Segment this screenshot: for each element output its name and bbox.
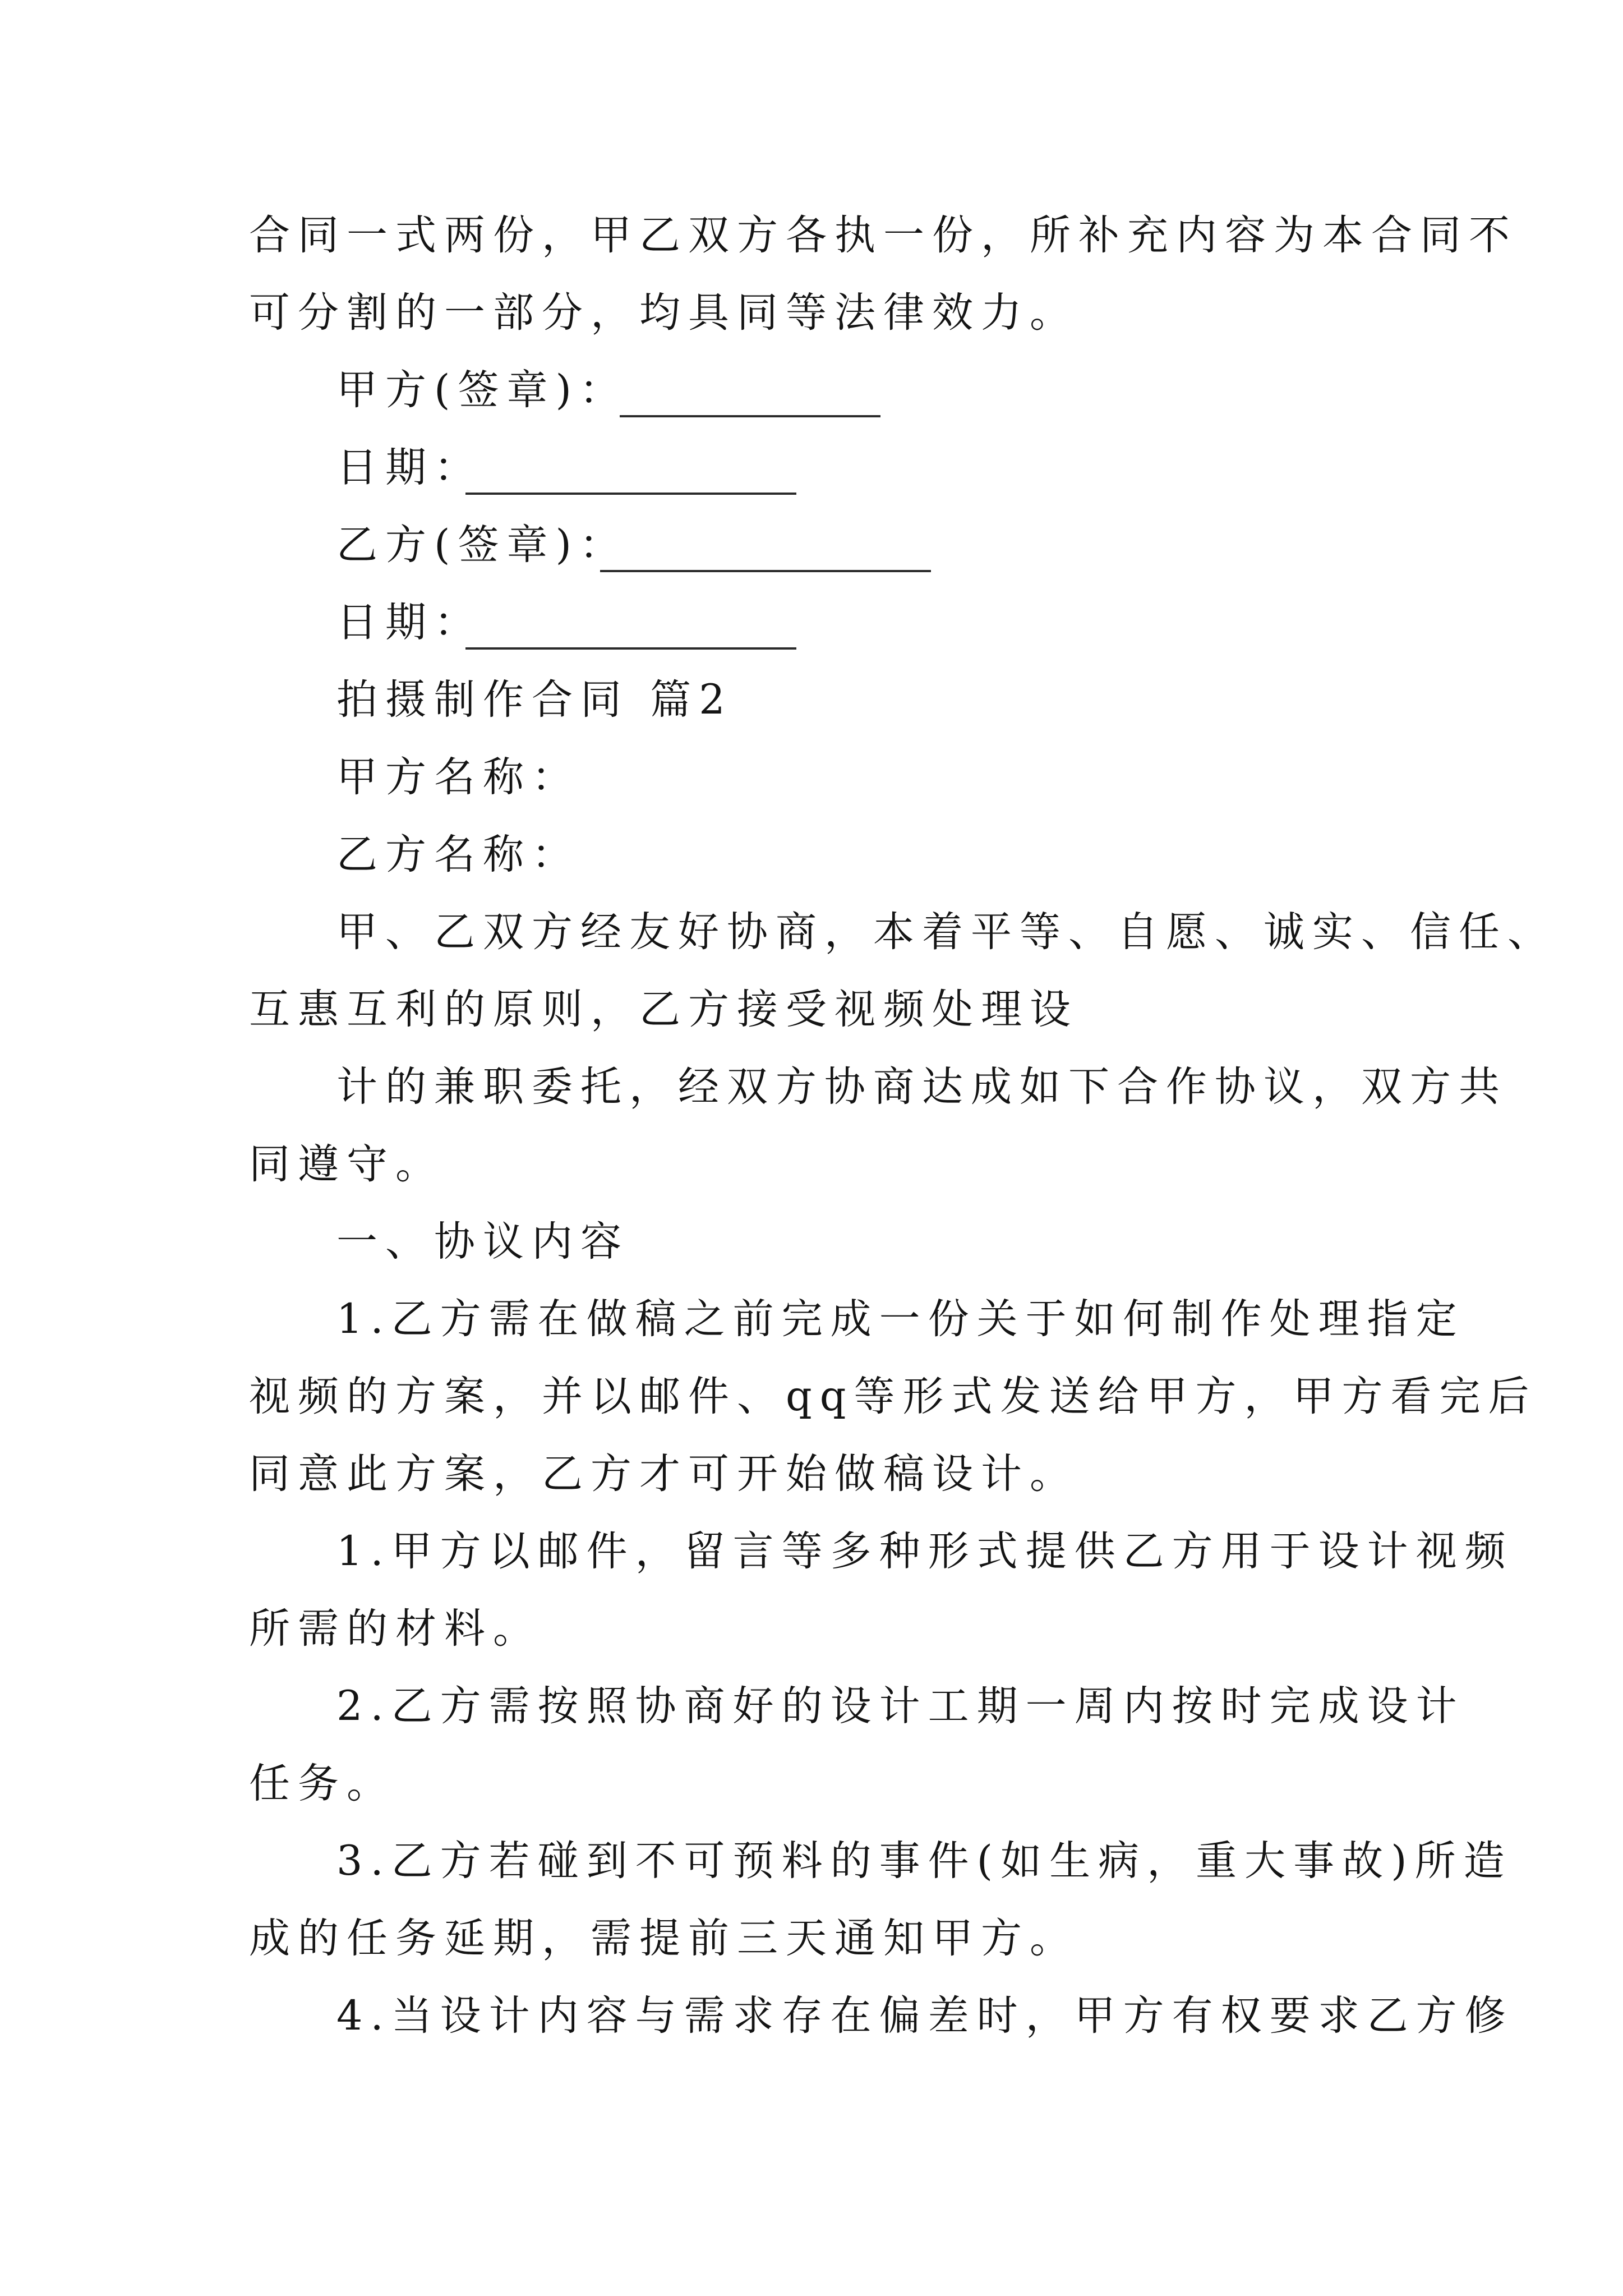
intro-line-4: 同遵守。 [249, 1140, 444, 1188]
date-2-label: 日期： [336, 599, 483, 646]
party-a-sign-label: 甲方(签章)： [336, 366, 628, 414]
date-2-blank [465, 647, 796, 650]
intro-line-2: 互惠互利的原则，乙方接受视频处理设 [249, 986, 1078, 1033]
party-a-name-label: 甲方名称： [336, 753, 580, 801]
party-a-sign-blank [620, 415, 880, 417]
party-b-sign-blank [600, 570, 931, 572]
item-3-line-2: 任务。 [249, 1760, 395, 1807]
item-1-line-3: 同意此方案，乙方才可开始做稿设计。 [249, 1450, 1078, 1498]
item-2-line-2: 所需的材料。 [249, 1605, 542, 1653]
closing-para-line-2: 可分割的一部分，均具同等法律效力。 [249, 289, 1078, 337]
item-1-line-1: 1.乙方需在做稿之前完成一份关于如何制作处理指定 [336, 1295, 1465, 1343]
party-b-name-label: 乙方名称： [336, 831, 580, 878]
date-1-blank [465, 493, 796, 495]
section-title: 拍摄制作合同 篇2 [336, 676, 733, 724]
item-1-line-2: 视频的方案，并以邮件、qq等形式发送给甲方，甲方看完后 [249, 1373, 1537, 1420]
heading-agreement-content: 一、协议内容 [336, 1218, 629, 1266]
item-4-line-2: 成的任务延期，需提前三天通知甲方。 [249, 1915, 1078, 1962]
party-b-sign-label: 乙方(签章)： [336, 521, 628, 569]
item-4-line-1: 3.乙方若碰到不可预料的事件(如生病，重大事故)所造 [336, 1837, 1513, 1885]
item-2-line-1: 1.甲方以邮件，留言等多种形式提供乙方用于设计视频 [336, 1527, 1514, 1575]
intro-line-3: 计的兼职委托，经双方协商达成如下合作协议，双方共 [336, 1063, 1507, 1111]
closing-para-line-1: 合同一式两份，甲乙双方各执一份，所补充内容为本合同不 [249, 211, 1518, 259]
item-3-line-1: 2.乙方需按照协商好的设计工期一周内按时完成设计 [336, 1682, 1465, 1730]
date-1-label: 日期： [336, 444, 483, 491]
intro-line-1: 甲、乙双方经友好协商，本着平等、自愿、诚实、信任、 [336, 908, 1556, 956]
item-5-line-1: 4.当设计内容与需求存在偏差时，甲方有权要求乙方修 [336, 1992, 1514, 2040]
